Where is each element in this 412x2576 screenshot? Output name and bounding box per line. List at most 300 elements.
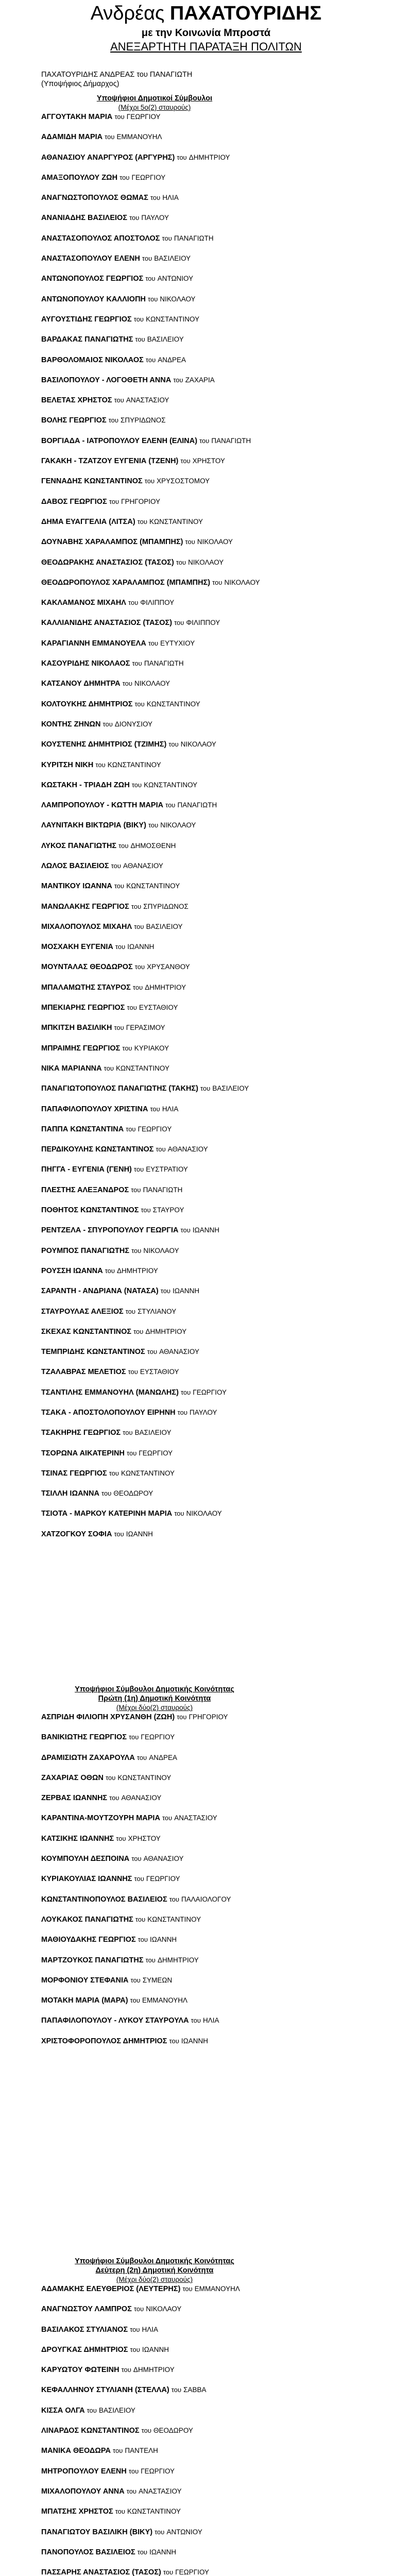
candidate-name: ΡΟΥΜΠΟΣ ΠΑΝΑΓΙΩΤΗΣ — [41, 1246, 130, 1255]
patronymic-prefix: του — [147, 1348, 158, 1356]
candidate-entry — [41, 2426, 268, 2446]
candidate-entry — [41, 1408, 268, 1428]
patronymic-prefix: του — [191, 2016, 201, 2025]
candidate-name: ΧΑΤΖΟΓΚΟΥ ΣΟΦΙΑ — [41, 1530, 112, 1538]
candidate-entry — [41, 1327, 268, 1347]
candidate-entry — [41, 801, 268, 821]
candidate-entry — [41, 1773, 268, 1793]
father-name: ΓΡΗΓΟΡΙΟΥ — [188, 1713, 228, 1721]
candidate-name: ΑΘΑΝΑΣΙΟΥ ΑΝΑΡΓΥΡΟΣ (ΑΡΓΥΡΗΣ) — [41, 153, 175, 162]
patronymic-prefix: του — [132, 983, 143, 991]
father-name: ΑΝΤΩΝΙΟΥ — [157, 275, 194, 283]
father-name: ΝΙΚΟΛΑΟΥ — [224, 578, 260, 586]
patronymic-prefix: του — [111, 861, 121, 870]
patronymic-prefix: του — [135, 335, 145, 344]
candidate-entry — [41, 355, 268, 376]
candidate-entry — [41, 2016, 268, 2036]
patronymic-prefix: του — [177, 1409, 187, 1416]
candidate-name: ΠΛΕΣΤΗΣ ΑΛΕΞΑΝΔΡΟΣ — [41, 1185, 129, 1194]
candidate-entry — [41, 2037, 268, 2057]
candidate-name: ΜΗΤΡΟΠΟΥΛΟΥ ΕΛΕΝΗ — [41, 2467, 127, 2476]
candidate-entry — [41, 679, 268, 699]
patronymic-prefix: του — [133, 315, 144, 323]
ballot-header — [0, 2, 412, 54]
patronymic-prefix: του — [174, 1510, 184, 1518]
father-name: ΝΙΚΟΛΑΟΥ — [197, 538, 233, 546]
candidate-entry — [41, 1469, 268, 1489]
section-community-2 — [41, 2257, 268, 2576]
father-name: ΔΙΟΝΥΣΙΟΥ — [114, 720, 153, 728]
patronymic-prefix: του — [116, 1834, 126, 1842]
candidate-entry — [41, 1367, 268, 1387]
patronymic-prefix: του — [180, 1226, 191, 1234]
father-name: ΗΛΙΑ — [162, 1105, 179, 1113]
candidate-name: ΒΟΛΗΣ ΓΕΩΡΓΙΟΣ — [41, 416, 107, 425]
patronymic-prefix: του — [150, 194, 161, 202]
father-name: ΓΕΩΡΓΙΟΥ — [146, 1875, 180, 1883]
candidate-entry — [41, 1003, 268, 1023]
patronymic-prefix: του — [134, 1875, 144, 1883]
candidate-entry — [41, 558, 268, 578]
candidate-entry — [41, 1449, 268, 1469]
candidate-entry — [41, 1266, 268, 1286]
candidate-name: ΒΟΡΓΙΑΔΑ - ΙΑΤΡΟΠΟΥΛΟΥ ΕΛΕΝΗ (ΕΛΙΝΑ) — [41, 436, 198, 445]
patronymic-prefix: του — [141, 2427, 151, 2435]
candidate-name: ΒΑΡΔΑΚΑΣ ΠΑΝΑΓΙΩΤΗΣ — [41, 335, 133, 344]
father-name: ΠΑΝΤΕΛΗ — [125, 2447, 158, 2455]
patronymic-prefix: του — [185, 538, 195, 546]
father-name: ΑΘΑΝΑΣΙΟΥ — [121, 1794, 162, 1802]
candidate-name: ΚΩΝΣΤΑΝΤΙΝΟΠΟΥΛΟΣ ΒΑΣΙΛΕΙΟΣ — [41, 1895, 167, 1904]
candidate-name: ΒΑΣΙΛΟΠΟΥΛΟΥ - ΛΟΓΟΘΕΤΗ ΑΝΝΑ — [41, 376, 171, 384]
patronymic-prefix: του — [133, 1327, 144, 1335]
father-name: ΑΘΑΝΑΣΙΟΥ — [167, 1145, 208, 1154]
candidate-entry — [41, 861, 268, 882]
father-name: ΦΙΛΙΠΠΟΥ — [140, 599, 175, 607]
section-subtitle: Πρώτη (1η) Δημοτική Κοινότητα — [98, 1694, 211, 1703]
father-name: ΣΤΑΥΡΟΥ — [152, 1206, 184, 1214]
candidate-name: ΑΔΑΜΑΚΗΣ ΕΛΕΥΘΕΡΙΟΣ (ΛΕΥΤΕΡΗΣ) — [41, 2285, 181, 2293]
father-name: ΦΙΛΙΠΠΟΥ — [186, 619, 220, 627]
party-name-text: ΑΝΕΞΑΡΤΗΤΗ ΠΑΡΑΤΑΞΗ ΠΟΛΙΤΩΝ — [110, 40, 302, 53]
candidate-name: ΠΕΡΔΙΚΟΥΛΗΣ ΚΩΝΣΤΑΝΤΙΝΟΣ — [41, 1145, 154, 1154]
candidate-entry — [41, 1996, 268, 2016]
candidate-entry — [41, 416, 268, 436]
patronymic-prefix: του — [130, 1996, 140, 2005]
patronymic-prefix: του — [127, 1004, 137, 1012]
patronymic-prefix: του — [109, 1794, 119, 1802]
father-name: ΑΘΑΝΑΣΙΟΥ — [143, 1855, 184, 1863]
section-header — [41, 94, 268, 112]
section-community-1 — [41, 1685, 268, 2057]
candidate-name: ΤΣΙΝΑΣ ΓΕΩΡΓΙΟΣ — [41, 1469, 107, 1478]
candidate-name: ΣΚΕΧΑΣ ΚΩΝΣΤΑΝΤΙΝΟΣ — [41, 1327, 132, 1336]
candidate-name: ΜΑΘΙΟΥΔΑΚΗΣ ΓΕΩΡΓΙΟΣ — [41, 1936, 136, 1944]
candidate-name: ΚΥΡΙΤΣΗ ΝΙΚΗ — [41, 760, 94, 769]
patronymic-prefix: του — [130, 1976, 141, 1984]
candidate-entry — [41, 1509, 268, 1529]
father-name: ΠΑΝΑΓΙΩΤΗ — [144, 659, 184, 668]
patronymic-prefix: του — [180, 1388, 191, 1396]
candidate-entry — [41, 639, 268, 659]
candidate-entry — [41, 1206, 268, 1226]
candidate-name: ΓΑΚΑΚΗ - ΤΖΑΤΖΟΥ ΕΥΓΕΝΙΑ (ΤΖΕΝΗ) — [41, 457, 179, 466]
patronymic-prefix: του — [177, 153, 187, 161]
patronymic-prefix: του — [87, 2406, 97, 2414]
patronymic-prefix: του — [131, 781, 142, 789]
section-title: Υποψήφιοι Σύμβουλοι Δημοτικής Κοινότητας — [75, 1685, 234, 1693]
candidate-entry — [41, 2467, 268, 2487]
candidate-name: ΠΑΝΟΠΟΥΛΟΣ ΒΑΣΙΛΕΙΟΣ — [41, 2548, 135, 2556]
candidate-name: ΜΑΝΙΚΑ ΘΕΟΔΩΡΑ — [41, 2447, 111, 2455]
candidate-name: ΚΑΣΟΥΡΙΔΗΣ ΝΙΚΟΛΑΟΣ — [41, 659, 130, 668]
father-name: ΙΩΑΝΝΗ — [142, 2345, 169, 2353]
patronymic-prefix: του — [141, 1206, 151, 1214]
father-name: ΝΙΚΟΛΑΟΥ — [188, 558, 224, 566]
father-name: ΚΩΝΣΤΑΝΤΙΝΟΥ — [146, 315, 200, 323]
candidate-entry — [41, 517, 268, 537]
patronymic-prefix: του — [200, 1084, 211, 1093]
father-name: ΑΝΑΣΤΑΣΙΟΥ — [139, 2487, 182, 2495]
patronymic-prefix: του — [123, 1429, 133, 1437]
patronymic-prefix: του — [118, 841, 129, 850]
father-name: ΓΕΡΑΣΙΜΟΥ — [126, 1024, 165, 1032]
patronymic-prefix: του — [156, 1145, 166, 1154]
candidate-entry — [41, 1286, 268, 1307]
father-name: ΗΛΙΑ — [202, 2016, 219, 2025]
candidate-entry — [41, 213, 268, 233]
candidate-name: ΜΑΡΤΖΟΥΚΟΣ ΠΑΝΑΓΙΩΤΗΣ — [41, 1956, 144, 1964]
father-name: ΣΠΥΡΙΔΩΝΟΣ — [121, 416, 166, 425]
candidate-entry — [41, 1793, 268, 1814]
section-vote-limit: (Μέχρι 5ο(2) σταυρούς) — [118, 104, 191, 111]
candidate-entry — [41, 2487, 268, 2507]
father-name: ΔΗΜΗΤΡΙΟΥ — [117, 1266, 158, 1275]
father-name: ΓΕΩΡΓΙΟΥ — [141, 2467, 175, 2475]
candidate-entry — [41, 922, 268, 942]
candidate-name: ΜΠΑΛΑΜΩΤΗΣ ΣΤΑΥΡΟΣ — [41, 983, 131, 992]
candidate-entry — [41, 1428, 268, 1448]
candidate-entry — [41, 2568, 268, 2576]
patronymic-prefix: του — [162, 1814, 173, 1822]
candidate-entry — [41, 1976, 268, 1996]
father-name: ΚΩΝΣΤΑΝΤΙΝΟΥ — [149, 517, 203, 526]
candidate-last-name: ΠΑΧΑΤΟΥΡΙΔΗΣ — [169, 3, 322, 24]
section-vote-limit: (Μέχρι δύο(2) σταυρούς) — [116, 2276, 193, 2283]
patronymic-prefix: του — [145, 275, 156, 283]
father-name: ΚΩΝΣΤΑΝΤΙΝΟΥ — [121, 1469, 175, 1477]
patronymic-prefix: του — [133, 1165, 144, 1174]
candidate-entry — [41, 598, 268, 618]
father-name: ΔΗΜΗΤΡΙΟΥ — [145, 983, 186, 991]
patronymic-prefix: του — [131, 1855, 142, 1863]
candidate-entry — [41, 1753, 268, 1773]
father-name: ΑΘΑΝΑΣΙΟΥ — [159, 1348, 199, 1356]
father-name: ΒΑΣΙΛΕΙΟΥ — [98, 2406, 135, 2414]
candidate-entry — [41, 1814, 268, 1834]
father-name: ΝΙΚΟΛΑΟΥ — [143, 1246, 179, 1255]
patronymic-prefix: του — [119, 173, 130, 181]
candidate-entry — [41, 1915, 268, 1935]
candidate-entry — [41, 2284, 268, 2304]
patronymic-prefix: του — [168, 740, 179, 749]
candidate-entry — [41, 1246, 268, 1266]
father-name: ΚΩΝΣΤΑΝΤΙΝΟΥ — [107, 760, 161, 769]
candidate-name: ΑΜΑΞΟΠΟΥΛΟΥ ΖΩΗ — [41, 173, 118, 182]
candidate-name: ΤΣΙΟΤΑ - ΜΑΡΚΟΥ ΚΑΤΕΡΙΝΗ ΜΑΡΙΑ — [41, 1510, 173, 1518]
candidate-name: ΛΩΛΟΣ ΒΑΣΙΛΕΙΟΣ — [41, 861, 109, 870]
candidate-entry — [41, 720, 268, 740]
father-name: ΣΥΜΕΩΝ — [142, 1976, 173, 1984]
father-name: ΑΝΑΣΤΑΣΙΟΥ — [174, 1814, 217, 1822]
candidate-name: ΜΙΧΑΛΟΠΟΥΛΟΥ ΑΝΝΑ — [41, 2487, 125, 2496]
candidate-entry — [41, 112, 268, 132]
candidate-name: ΧΡΙΣΤΟΦΟΡΟΠΟΥΛΟΣ ΔΗΜΗΤΡΙΟΣ — [41, 2037, 167, 2045]
father-name: ΕΥΣΤΑΘΙΟΥ — [139, 1004, 178, 1012]
candidate-entry — [41, 821, 268, 841]
father-name: ΗΛΙΑ — [162, 194, 179, 202]
father-name: ΕΜΜΑΝΟΥΗΛ — [142, 1996, 188, 2005]
candidate-name: ΜΟΡΦΟΝΙΟΥ ΣΤΕΦΑΝΙΑ — [41, 1976, 129, 1985]
candidate-name: ΔΡΑΜΙΣΙΩΤΗ ΖΑΧΑΡΟΥΛΑ — [41, 1753, 135, 1762]
father-name: ΝΙΚΟΛΑΟΥ — [134, 680, 170, 688]
candidate-name: ΒΑΡΘΟΛΟΜΑΙΟΣ ΝΙΚΟΛΑΟΣ — [41, 355, 144, 364]
candidate-name: ΛΟΥΚΑΚΟΣ ΠΑΝΑΓΙΩΤΗΣ — [41, 1915, 133, 1924]
candidate-name: ΑΝΑΓΝΩΣΤΟΠΟΥΛΟΣ ΘΩΜΑΣ — [41, 194, 148, 202]
father-name: ΔΗΜΟΣΘΕΝΗ — [130, 841, 176, 850]
patronymic-prefix: του — [133, 2305, 144, 2313]
candidate-entry — [41, 1185, 268, 1206]
candidate-entry — [41, 2507, 268, 2527]
patronymic-prefix: του — [163, 2568, 174, 2576]
section-header — [41, 1685, 268, 1713]
father-name: ΙΩΑΝΝΗ — [181, 2037, 208, 2045]
candidate-name: ΔΑΒΟΣ ΓΕΩΡΓΙΟΣ — [41, 497, 107, 506]
candidate-entry — [41, 1226, 268, 1246]
candidate-name: ΚΟΥΜΠΟΥΛΗ ΔΕΣΠΟΙΝΑ — [41, 1855, 130, 1863]
candidate-name: ΚΥΡΙΑΚΟΥΛΙΑΣ ΙΩΑΝΝΗΣ — [41, 1875, 132, 1884]
candidate-entry — [41, 1854, 268, 1874]
father-name: ΝΙΚΟΛΑΟΥ — [160, 295, 196, 303]
candidate-name: ΚΟΛΤΟΥΚΗΣ ΔΗΜΗΤΡΙΟΣ — [41, 700, 133, 708]
father-name: ΘΕΟΔΩΡΟΥ — [153, 2427, 193, 2435]
patronymic-prefix: του — [182, 2285, 193, 2293]
patronymic-prefix: του — [115, 2507, 125, 2516]
father-name: ΚΩΝΣΤΑΝΤΙΝΟΥ — [117, 1773, 171, 1782]
patronymic-prefix: του — [128, 599, 139, 607]
candidate-entry — [41, 1834, 268, 1854]
patronymic-prefix: του — [137, 517, 147, 526]
candidate-entry — [41, 295, 268, 315]
candidate-name: ΤΣΑΚΑ - ΑΠΟΣΤΟΛΟΠΟΥΛΟΥ ΕΙΡΗΝΗ — [41, 1409, 176, 1417]
candidate-name: ΤΖΑΛΑΒΡΑΣ ΜΕΛΕΤΙΟΣ — [41, 1368, 126, 1377]
candidate-name: ΜΟΥΝΤΑΛΑΣ ΘΕΟΔΩΡΟΣ — [41, 963, 133, 972]
patronymic-prefix: του — [121, 2366, 131, 2374]
patronymic-prefix: του — [127, 1449, 137, 1457]
candidate-entry — [41, 578, 268, 598]
candidate-name: ΑΥΓΟΥΣΤΙΔΗΣ ΓΕΩΡΓΙΟΣ — [41, 315, 132, 324]
candidate-entry — [41, 1125, 268, 1145]
candidate-name: ΜΠΕΚΙΑΡΗΣ ΓΕΩΡΓΙΟΣ — [41, 1004, 125, 1012]
candidate-entry — [41, 1307, 268, 1327]
party-name — [0, 40, 412, 54]
candidate-name: ΠΑΠΑΦΙΛΟΠΟΥΛΟΥ ΧΡΙΣΤΙΝΑ — [41, 1105, 148, 1113]
father-name: ΙΩΑΝΝΗ — [192, 1226, 219, 1234]
candidate-entry — [41, 659, 268, 679]
patronymic-prefix: του — [106, 1773, 116, 1782]
candidate-name: ΤΣΑΚΗΡΗΣ ΓΕΩΡΓΙΟΣ — [41, 1429, 121, 1437]
patronymic-prefix: του — [131, 1246, 142, 1255]
patronymic-prefix: του — [177, 1713, 187, 1721]
candidate-name: ΚΑΤΣΙΚΗΣ ΙΩΑΝΝΗΣ — [41, 1834, 114, 1843]
candidate-list — [41, 1713, 268, 2057]
candidate-entry — [41, 2345, 268, 2365]
candidate-entry — [41, 456, 268, 477]
candidate-name: ΑΝΑΝΙΑΔΗΣ ΒΑΣΙΛΕΙΟΣ — [41, 214, 128, 223]
father-name: ΣΑΒΒΑ — [183, 2386, 207, 2394]
candidate-entry — [41, 1023, 268, 1043]
patronymic-prefix: του — [148, 295, 158, 303]
candidate-entry — [41, 477, 268, 497]
father-name: ΝΙΚΟΛΑΟΥ — [180, 740, 216, 749]
candidate-entry — [41, 700, 268, 720]
father-name: ΠΑΥΛΟΥ — [190, 1409, 217, 1416]
father-name: ΠΑΝΑΓΙΩΤΗ — [211, 436, 251, 445]
candidate-name: ΝΙΚΑ ΜΑΡΙΑΝΝΑ — [41, 1064, 102, 1073]
patronymic-prefix: του — [122, 680, 132, 688]
patronymic-prefix: του — [199, 436, 210, 445]
candidate-name: ΑΓΓΟΥΤΑΚΗ ΜΑΡΙΑ — [41, 113, 113, 121]
patronymic-prefix: του — [113, 2447, 123, 2455]
candidate-entry — [41, 2528, 268, 2548]
patronymic-prefix: του — [162, 234, 172, 242]
father-name: ΝΙΚΟΛΑΟΥ — [146, 2305, 182, 2313]
candidate-entry — [41, 153, 268, 173]
father-name: ΓΕΩΡΓΙΟΥ — [126, 113, 161, 121]
father-name: ΔΗΜΗΤΡΙΟΥ — [188, 153, 230, 161]
candidate-entry — [41, 1895, 268, 1915]
father-name: ΔΗΜΗΤΡΙΟΥ — [157, 1956, 199, 1964]
patronymic-prefix: του — [128, 1368, 138, 1376]
father-name: ΧΡΗΣΤΟΥ — [128, 1834, 161, 1842]
candidate-title — [0, 2, 412, 25]
candidate-entry — [41, 254, 268, 274]
father-name: ΕΜΜΑΝΟΥΗΛ — [116, 133, 162, 141]
patronymic-prefix: του — [131, 902, 142, 910]
father-name: ΠΑΝΑΓΙΩΤΗ — [177, 801, 217, 809]
candidate-entry — [41, 1530, 268, 1550]
candidate-name: ΜΑΝΩΛΑΚΗΣ ΓΕΩΡΓΙΟΣ — [41, 902, 129, 911]
father-name: ΚΥΡΙΑΚΟΥ — [134, 1044, 169, 1052]
patronymic-prefix: του — [212, 578, 222, 586]
candidate-name: ΠΑΠΠΑ ΚΩΝΣΤΑΝΤΙΝΑ — [41, 1125, 124, 1133]
candidate-name: ΔΟΥΝΑΒΗΣ ΧΑΡΑΛΑΜΠΟΣ (ΜΠΑΜΠΗΣ) — [41, 538, 183, 547]
patronymic-prefix: του — [169, 2037, 179, 2045]
father-name: ΠΑΥΛΟΥ — [141, 214, 169, 222]
candidate-entry — [41, 436, 268, 456]
father-name: ΓΕΩΡΓΙΟΥ — [131, 173, 166, 181]
candidate-entry — [41, 1084, 268, 1104]
father-name: ΓΡΗΓΟΡΙΟΥ — [121, 497, 161, 505]
father-name: ΙΩΑΝΝΗ — [150, 1936, 177, 1944]
candidate-name: ΜΑΝΤΙΚΟΥ ΙΩΑΝΝΑ — [41, 882, 112, 891]
patronymic-prefix: του — [129, 1733, 139, 1741]
father-name: ΔΗΜΗΤΡΙΟΥ — [133, 2366, 175, 2374]
father-name: ΚΩΝΣΤΑΝΤΙΝΟΥ — [146, 700, 200, 708]
patronymic-prefix: του — [176, 558, 186, 566]
father-name: ΣΠΥΡΙΔΩΝΟΣ — [143, 902, 188, 910]
candidate-entry — [41, 2406, 268, 2426]
father-name: ΓΕΩΡΓΙΟΥ — [141, 1733, 175, 1741]
father-name: ΒΑΣΙΛΕΙΟΥ — [212, 1084, 249, 1093]
candidate-entry — [41, 1165, 268, 1185]
candidate-entry — [41, 1956, 268, 1976]
candidate-entry — [41, 1388, 268, 1408]
section-header — [41, 2257, 268, 2284]
candidate-name: ΑΣΠΡΙΔΗ ΦΙΛΙΟΠΗ ΧΡΥΣΑΝΘΗ (ΖΩΗ) — [41, 1713, 175, 1721]
father-name: ΙΩΑΝΝΗ — [173, 1287, 200, 1295]
section-vote-limit: (Μέχρι δύο(2) σταυρούς) — [116, 1704, 193, 1711]
patronymic-prefix: του — [137, 2548, 148, 2556]
candidate-entry — [41, 1713, 268, 1733]
candidate-name: ΤΣΙΛΛΗ ΙΩΑΝΝΑ — [41, 1489, 99, 1498]
campaign-tagline: με την Κοινωνία Μπροστά — [141, 27, 271, 39]
patronymic-prefix: του — [109, 1469, 119, 1477]
candidate-name: ΜΟΤΑΚΗ ΜΑΡΙΑ (ΜΑΡΑ) — [41, 1996, 128, 2005]
father-name: ΑΘΑΝΑΣΙΟΥ — [123, 861, 163, 870]
candidate-entry — [41, 234, 268, 254]
father-name: ΚΩΝΣΤΑΝΤΙΝΟΥ — [127, 2507, 181, 2516]
candidate-name: ΖΕΡΒΑΣ ΙΩΑΝΝΗΣ — [41, 1794, 108, 1803]
patronymic-prefix: του — [150, 1105, 160, 1113]
father-name: ΕΥΤΥΧΙΟΥ — [160, 639, 195, 647]
father-name: ΝΙΚΟΛΑΟΥ — [160, 821, 196, 829]
patronymic-prefix: του — [134, 922, 144, 930]
father-name: ΒΑΣΙΛΕΙΟΥ — [134, 1429, 171, 1437]
patronymic-prefix: του — [108, 416, 118, 425]
patronymic-prefix: του — [129, 214, 140, 222]
candidate-name: ΛΑΥΝΙΤΑΚΗ ΒΙΚΤΩΡΙΑ (ΒΙΚΥ) — [41, 821, 146, 830]
father-name: ΝΙΚΟΛΑΟΥ — [186, 1510, 222, 1518]
candidate-name: ΘΕΟΔΩΡΟΠΟΥΛΟΣ ΧΑΡΑΛΑΜΠΟΣ (ΜΠΑΜΠΗΣ) — [41, 578, 211, 587]
mayor-role: (Υποψήφιος Δήμαρχος) — [41, 80, 119, 88]
candidate-entry — [41, 942, 268, 962]
section-subtitle: Δεύτερη (2η) Δημοτική Κοινότητα — [95, 2266, 214, 2275]
father-name: ΒΑΣΙΛΕΙΟΥ — [147, 335, 184, 344]
mayor-name: ΠΑΧΑΤΟΥΡΙΔΗΣ ΑΝΔΡΕΑΣ του ΠΑΝΑΓΙΩΤΗ — [41, 71, 193, 79]
father-name: ΓΕΩΡΓΙΟΥ — [175, 2568, 210, 2576]
patronymic-prefix: του — [114, 882, 125, 890]
candidate-name: ΡΟΥΣΣΗ ΙΩΑΝΝΑ — [41, 1266, 103, 1275]
candidate-name: ΒΑΝΙΚΙΩΤΗΣ ΓΕΩΡΓΙΟΣ — [41, 1733, 127, 1742]
father-name: ΑΝΤΩΝΙΟΥ — [166, 2528, 202, 2536]
father-name: ΑΝΑΣΤΑΣΙΟΥ — [126, 396, 169, 404]
patronymic-prefix: του — [114, 1530, 124, 1538]
candidate-entry — [41, 2325, 268, 2345]
candidate-first-name: Ανδρέας — [90, 3, 165, 24]
section-title: Υποψήφιοι Δημοτικοί Σύμβουλοι — [96, 94, 213, 103]
patronymic-prefix: του — [171, 2386, 182, 2394]
father-name: ΠΑΝΑΓΙΩΤΗ — [143, 1185, 183, 1194]
candidate-name: ΠΟΘΗΤΟΣ ΚΩΝΣΤΑΝΤΙΝΟΣ — [41, 1206, 139, 1215]
father-name: ΧΡΥΣΟΣΤΟΜΟΥ — [157, 477, 210, 485]
candidate-name: ΚΟΝΤΗΣ ΖΗΝΩΝ — [41, 720, 101, 728]
candidate-entry — [41, 1489, 268, 1509]
candidate-entry — [41, 962, 268, 982]
patronymic-prefix: του — [134, 700, 145, 708]
candidate-entry — [41, 1874, 268, 1894]
father-name: ΚΩΝΣΤΑΝΤΙΝΟΥ — [144, 781, 198, 789]
